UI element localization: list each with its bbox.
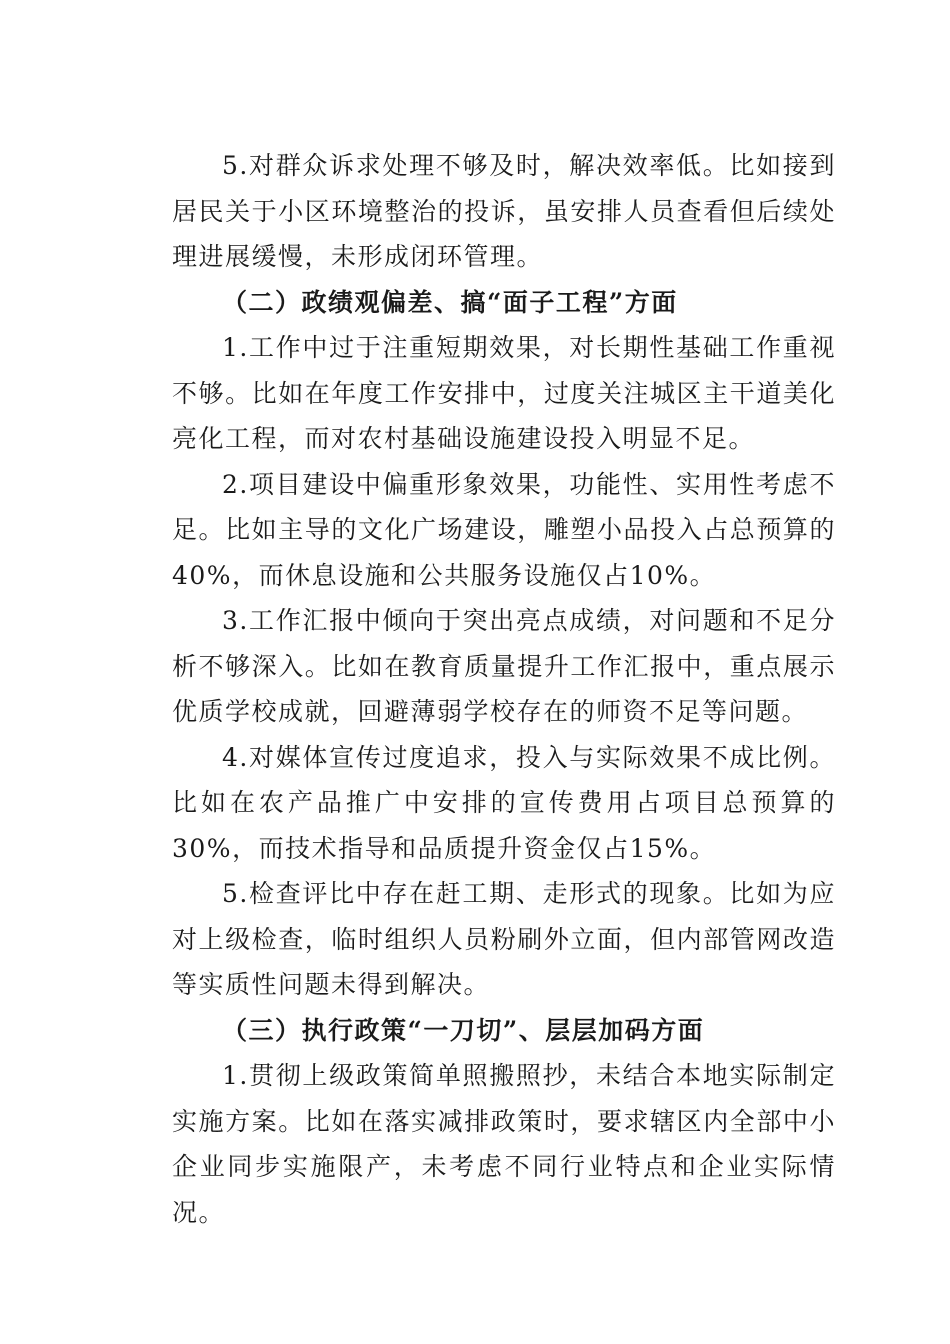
paragraph-image-projects: 2.项目建设中偏重形象效果，功能性、实用性考虑不足。比如主导的文化广场建设，雕塑小品投入占总预算的40%，而休息设施和公共服务设施仅占10%。 (172, 469, 836, 590)
paragraph-complaint-handling: 5.对群众诉求处理不够及时，解决效率低。比如接到居民关于小区环境整治的投诉，虽安排人员查看但后续处理进展缓慢，未形成闭环管理。 (172, 151, 836, 271)
paragraph-inspections: 5.检查评比中存在赶工期、走形式的现象。比如为应对上级检查，临时组织人员粉刷外立面，但内部管网改造等实质性问题未得到解决。 (172, 879, 836, 999)
paragraph-policy-copying: 1.贯彻上级政策简单照搬照抄，未结合本地实际制定实施方案。比如在落实减排政策时，要求辖区内全部中小企业同步实施限产，未考虑不同行业特点和企业实际情况。 (172, 1061, 836, 1227)
section-heading-2: （二）政绩观偏差、搞“面子工程”方面 (222, 287, 678, 317)
paragraph-short-term-effects: 1.工作中过于注重短期效果，对长期性基础工作重视不够。比如在年度工作安排中，过度关注城区主干道美化亮化工程，而对农村基础设施建设投入明显不足。 (172, 333, 836, 453)
paragraph-work-reports: 3.工作汇报中倾向于突出亮点成绩，对问题和不足分析不够深入。比如在教育质量提升工作汇报中，重点展示优质学校成就，回避薄弱学校存在的师资不足等问题。 (172, 606, 836, 726)
document-page (172, 143, 836, 1235)
paragraph-media-publicity: 4.对媒体宣传过度追求，投入与实际效果不成比例。比如在农产品推广中安排的宣传费用占项目总预算的30%，而技术指导和品质提升资金仅占15%。 (172, 742, 836, 863)
section-heading-3: （三）执行政策“一刀切”、层层加码方面 (222, 1015, 705, 1045)
